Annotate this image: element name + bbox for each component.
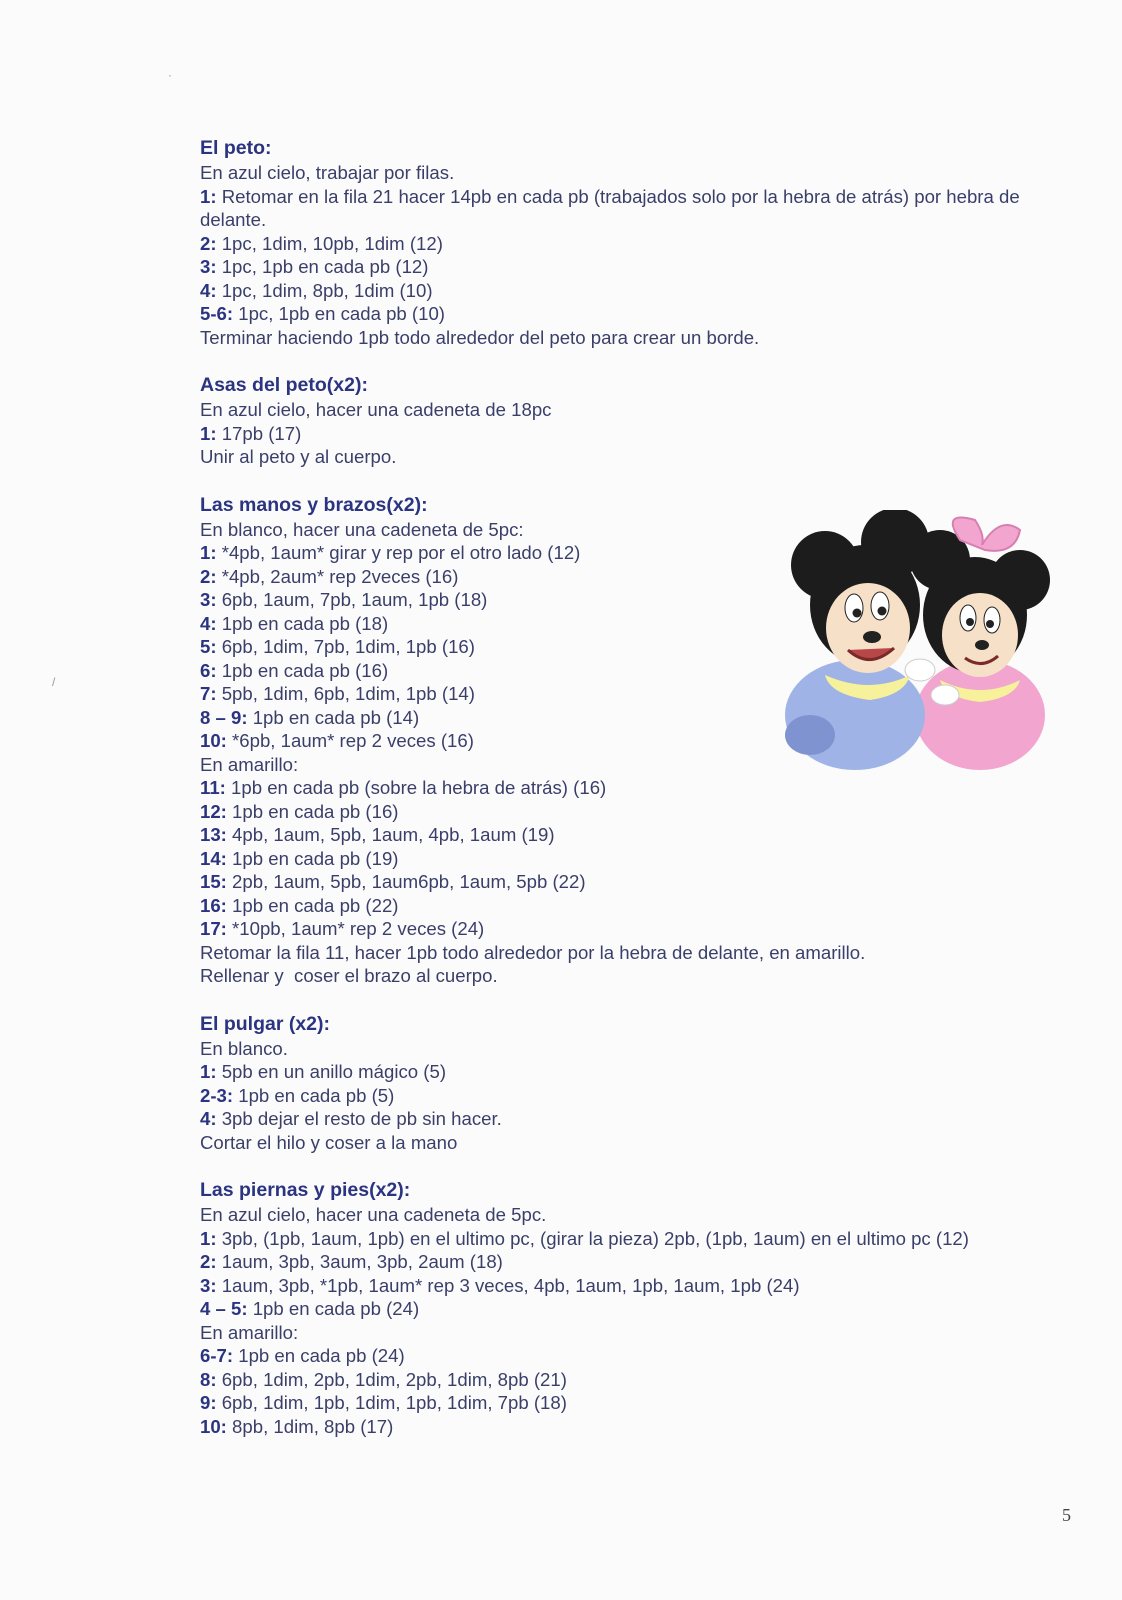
instruction-text: *10pb, 1aum* rep 2 veces (24) bbox=[226, 918, 485, 939]
instruction-line bbox=[200, 422, 1080, 446]
instruction-text: 1pb en cada pb (18) bbox=[216, 612, 389, 634]
row-number: 4: bbox=[200, 612, 217, 634]
instruction-text: 6pb, 1dim, 1pb, 1dim, 1pb, 1dim, 7pb (18) bbox=[216, 1392, 567, 1413]
instruction-text: 2pb, 1aum, 5pb, 1aum6pb, 1aum, 5pb (22) bbox=[226, 871, 586, 892]
instruction-text: *4pb, 2aum* rep 2veces (16) bbox=[216, 565, 459, 587]
instruction-line bbox=[200, 161, 1080, 185]
row-number: 2: bbox=[200, 232, 217, 254]
scan-speck: · bbox=[168, 68, 172, 82]
instruction-text: 1pc, 1dim, 8pb, 1dim (10) bbox=[216, 279, 433, 301]
instruction-text: Retomar la fila 11, hacer 1pb todo alrededor por la hebra de delante, en amarillo. bbox=[200, 941, 866, 963]
instruction-text: *4pb, 1aum* girar y rep por el otro lado (12) bbox=[216, 542, 581, 563]
row-number: 12: bbox=[200, 800, 227, 822]
document-body bbox=[200, 135, 1080, 1461]
instruction-line bbox=[200, 185, 1080, 232]
instruction-line bbox=[200, 1391, 1080, 1415]
instruction-text: 1pb en cada pb (19) bbox=[226, 847, 399, 869]
row-number: 14: bbox=[200, 847, 227, 869]
section bbox=[200, 135, 1080, 349]
instruction-line bbox=[200, 917, 1080, 941]
instruction-text: Unir al peto y al cuerpo. bbox=[200, 446, 397, 467]
instruction-line bbox=[200, 326, 1080, 350]
instruction-text: 4pb, 1aum, 5pb, 1aum, 4pb, 1aum (19) bbox=[226, 824, 555, 845]
instruction-line bbox=[200, 1250, 1080, 1274]
section-title: Las manos y brazos(x2): bbox=[200, 493, 428, 516]
instruction-line bbox=[200, 823, 1080, 847]
section-title: Asas del peto(x2): bbox=[200, 374, 368, 396]
row-number: 5-6: bbox=[200, 303, 234, 324]
row-number: 10: bbox=[200, 730, 227, 751]
instruction-text: 8pb, 1dim, 8pb (17) bbox=[226, 1415, 394, 1437]
row-number: 1: bbox=[200, 1061, 217, 1082]
row-number: 2-3: bbox=[200, 1084, 234, 1106]
row-number: 17: bbox=[200, 918, 227, 939]
scan-speck: / bbox=[52, 675, 56, 689]
row-number: 13: bbox=[200, 824, 227, 845]
instruction-text: En blanco. bbox=[200, 1037, 288, 1059]
row-number: 6: bbox=[200, 659, 217, 681]
row-number: 3: bbox=[200, 589, 217, 610]
instruction-text: 1pb en cada pb (16) bbox=[216, 659, 389, 681]
row-number: 3: bbox=[200, 1274, 217, 1296]
row-number: 6-7: bbox=[200, 1345, 234, 1366]
instruction-text: 6pb, 1aum, 7pb, 1aum, 1pb (18) bbox=[216, 589, 488, 610]
instruction-line bbox=[200, 445, 1080, 469]
instruction-text: 3pb dejar el resto de pb sin hacer. bbox=[216, 1108, 502, 1129]
instruction-text: 1aum, 3pb, *1pb, 1aum* rep 3 veces, 4pb, 1aum, 1pb, 1aum, 1pb (24) bbox=[216, 1274, 800, 1296]
section bbox=[200, 1177, 1080, 1438]
instruction-text: En amarillo: bbox=[200, 753, 299, 775]
section bbox=[200, 372, 1080, 469]
row-number: 1: bbox=[200, 542, 217, 563]
instruction-line bbox=[200, 1227, 1080, 1251]
instruction-line bbox=[200, 1274, 1080, 1298]
instruction-text: 5pb, 1dim, 6pb, 1dim, 1pb (14) bbox=[216, 683, 475, 704]
instruction-text: 1pb en cada pb (24) bbox=[247, 1298, 420, 1319]
instruction-text: En blanco, hacer una cadeneta de 5pc: bbox=[200, 518, 524, 540]
row-number: 5: bbox=[200, 636, 217, 657]
instruction-text: Retomar en la fila 21 hacer 14pb en cada pb (trabajados solo por la hebra de atrás) por hebra de delante. bbox=[200, 185, 1025, 230]
instruction-text: En azul cielo, trabajar por filas. bbox=[200, 162, 455, 183]
instruction-line bbox=[200, 1368, 1080, 1392]
row-number: 4 – 5: bbox=[200, 1298, 248, 1319]
instruction-line bbox=[200, 1344, 1080, 1368]
row-number: 4: bbox=[200, 1108, 217, 1129]
row-number: 15: bbox=[200, 871, 227, 892]
instruction-text: 1aum, 3pb, 3aum, 3pb, 2aum (18) bbox=[216, 1251, 503, 1272]
instruction-text: En azul cielo, hacer una cadeneta de 18pc bbox=[200, 399, 552, 420]
baby-mickey-minnie-illustration bbox=[770, 510, 1070, 780]
page-number: 5 bbox=[1062, 1505, 1071, 1525]
instruction-text: 6pb, 1dim, 7pb, 1dim, 1pb (16) bbox=[216, 636, 475, 657]
row-number: 2: bbox=[200, 1251, 217, 1272]
minnie-glove bbox=[931, 685, 959, 705]
instruction-text: 5pb en un anillo mágico (5) bbox=[216, 1061, 447, 1082]
instruction-text: 1pb en cada pb (5) bbox=[233, 1084, 395, 1106]
row-number: 8: bbox=[200, 1368, 217, 1390]
instruction-line bbox=[200, 1037, 1080, 1061]
instruction-text: En amarillo: bbox=[200, 1321, 299, 1343]
mickey-glove bbox=[905, 659, 935, 681]
instruction-text: 3pb, (1pb, 1aum, 1pb) en el ultimo pc, (girar la pieza) 2pb, (1pb, 1aum) en el ultimo pc (12) bbox=[216, 1227, 969, 1249]
instruction-text: Cortar el hilo y coser a la mano bbox=[200, 1131, 458, 1153]
row-number: 1: bbox=[200, 185, 217, 207]
instruction-text: Rellenar y coser el brazo al cuerpo. bbox=[200, 965, 498, 986]
instruction-text: 1pb en cada pb (24) bbox=[233, 1345, 405, 1366]
instruction-line bbox=[200, 894, 1080, 918]
instruction-line bbox=[200, 1107, 1080, 1131]
instruction-text: *6pb, 1aum* rep 2 veces (16) bbox=[226, 730, 474, 751]
instruction-text: 1pb en cada pb (14) bbox=[247, 706, 420, 728]
instruction-line bbox=[200, 1297, 1080, 1321]
section-title: El peto: bbox=[200, 137, 272, 159]
row-number: 10: bbox=[200, 1415, 227, 1437]
instruction-text: En azul cielo, hacer una cadeneta de 5pc. bbox=[200, 1204, 547, 1225]
instruction-text: 1pb en cada pb (16) bbox=[226, 800, 399, 822]
instruction-text: 1pb en cada pb (sobre la hebra de atrás) (16) bbox=[225, 777, 607, 798]
instruction-line bbox=[200, 800, 1080, 824]
instruction-line bbox=[200, 941, 1080, 965]
instruction-line bbox=[200, 1415, 1080, 1439]
instruction-text: Terminar haciendo 1pb todo alrededor del peto para crear un borde. bbox=[200, 326, 760, 348]
section-title: Las piernas y pies(x2): bbox=[200, 1179, 411, 1201]
instruction-line bbox=[200, 1084, 1080, 1108]
instruction-text: 1pc, 1dim, 10pb, 1dim (12) bbox=[216, 232, 443, 254]
instruction-text: 17pb (17) bbox=[216, 422, 302, 444]
instruction-line bbox=[200, 1131, 1080, 1155]
row-number: 1: bbox=[200, 1227, 217, 1249]
row-number: 7: bbox=[200, 683, 217, 704]
instruction-text: 1pc, 1pb en cada pb (12) bbox=[216, 256, 429, 277]
instruction-line bbox=[200, 255, 1080, 279]
instruction-line bbox=[200, 1060, 1080, 1084]
instruction-line bbox=[200, 1321, 1080, 1345]
instruction-line bbox=[200, 1203, 1080, 1227]
instruction-line bbox=[200, 302, 1080, 326]
row-number: 4: bbox=[200, 279, 217, 301]
instruction-line bbox=[200, 232, 1080, 256]
row-number: 16: bbox=[200, 894, 227, 916]
instruction-text: 1pb en cada pb (22) bbox=[226, 894, 399, 916]
instruction-line bbox=[200, 279, 1080, 303]
section-title: El pulgar (x2): bbox=[200, 1012, 331, 1035]
section bbox=[200, 1011, 1080, 1155]
instruction-text: 1pc, 1pb en cada pb (10) bbox=[233, 303, 445, 324]
instruction-line bbox=[200, 847, 1080, 871]
row-number: 2: bbox=[200, 565, 217, 587]
instruction-line bbox=[200, 398, 1080, 422]
row-number: 8 – 9: bbox=[200, 706, 248, 728]
instruction-line bbox=[200, 964, 1080, 988]
instruction-text: 6pb, 1dim, 2pb, 1dim, 2pb, 1dim, 8pb (21) bbox=[216, 1368, 567, 1390]
row-number: 1: bbox=[200, 422, 217, 444]
row-number: 3: bbox=[200, 256, 217, 277]
instruction-line bbox=[200, 870, 1080, 894]
row-number: 11: bbox=[200, 777, 226, 798]
row-number: 9: bbox=[200, 1392, 217, 1413]
